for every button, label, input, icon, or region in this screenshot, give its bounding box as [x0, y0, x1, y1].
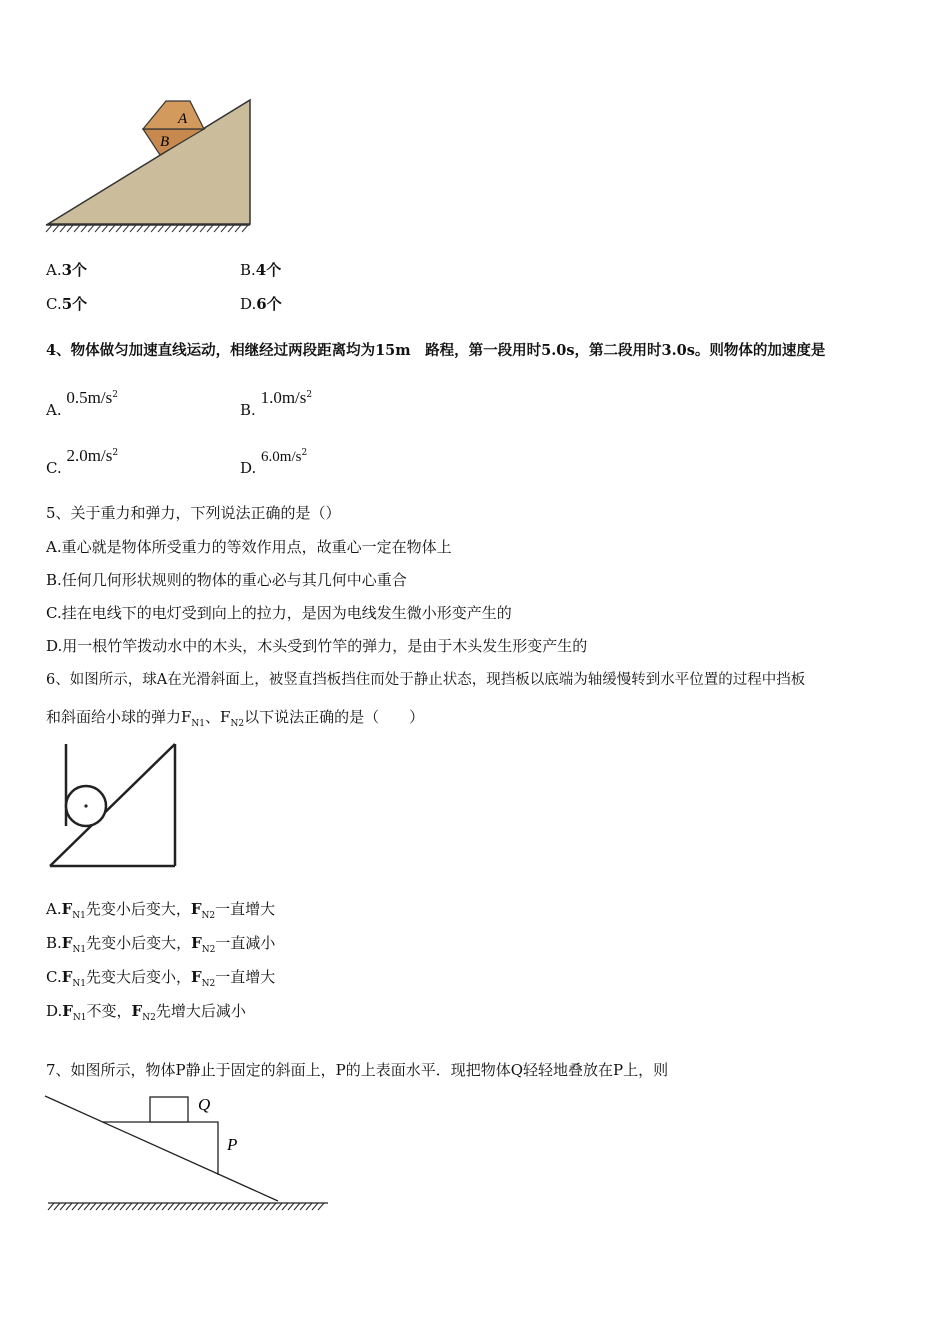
incline-blocks-figure — [40, 90, 260, 240]
label-b: B — [160, 134, 170, 150]
q4-option-c[interactable]: C. $2.0m/s^2$ — [46, 446, 119, 477]
q5-option-b[interactable]: B.任何几何形状规则的物体的重心必与其几何中心重合 — [46, 571, 407, 589]
q7-stem: 7、如图所示，物体P静止于固定的斜面上，P的上表面水平．现把物体Q轻轻地叠放在P上，则 — [46, 1061, 669, 1079]
label-p: P — [227, 1135, 238, 1154]
q6-stem-line1: 6、如图所示，球A在光滑斜面上，被竖直挡板挡住而处于静止状态，现挡板以底端为轴缓慢转到水平位置的过程中挡板 — [46, 672, 806, 688]
q3-option-a[interactable]: A.3个 — [46, 261, 88, 279]
q4-option-b[interactable]: B. $1.0m/s^2$ — [240, 388, 313, 419]
q5-option-d[interactable]: D.用一根竹竿拨动水中的木头，木头受到竹竿的弹力，是由于木头发生形变产生的 — [46, 637, 588, 655]
ground-hatching — [46, 225, 248, 232]
q5-option-c[interactable]: C.挂在电线下的电灯受到向上的拉力，是因为电线发生微小形变产生的 — [46, 604, 512, 622]
label-q: Q — [198, 1095, 211, 1114]
q4-option-a[interactable]: A. $0.5m/s^2$ — [46, 388, 118, 419]
q6-stem-line2: 和斜面给小球的弹力$F_{N1}$、$F_{N2}$以下说法正确的是（ ） — [46, 708, 425, 729]
q5-option-a[interactable]: A.重心就是物体所受重力的等效作用点，故重心一定在物体上 — [46, 538, 452, 556]
q5-stem: 5、关于重力和弹力，下列说法正确的是（） — [46, 504, 341, 522]
ground-hatching — [48, 1203, 324, 1210]
q4-stem: 4、物体做匀加速直线运动，相继经过两段距离均为15m 路程，第一段用时5.0s，第二段用时3.0s。则物体的加速度是 — [46, 342, 826, 359]
label-a: A — [178, 111, 188, 127]
block-q — [150, 1097, 188, 1122]
q6-option-b[interactable]: $B.F_{N1}$先变小后变大，$F_{N2}$一直减小 — [46, 934, 276, 955]
ball-incline-board-figure — [44, 740, 184, 872]
pq-incline-figure — [40, 1090, 340, 1220]
q3-option-d[interactable]: D.6个 — [240, 295, 282, 313]
q6-option-a[interactable]: $A.F_{N1}$先变小后变大，$F_{N2}$一直增大 — [46, 900, 276, 921]
incline-triangle — [48, 100, 250, 224]
q3-option-c[interactable]: C.5个 — [46, 295, 88, 313]
q6-option-d[interactable]: $D.F_{N1}$不变，$F_{N2}$先增大后减小 — [46, 1002, 246, 1023]
q6-option-c[interactable]: $C.F_{N1}$先变大后变小，$F_{N2}$一直增大 — [46, 968, 276, 989]
q4-option-d[interactable]: D. $6.0m/s^2$ — [240, 448, 308, 477]
block-a — [143, 101, 204, 129]
q3-option-b[interactable]: B.4个 — [240, 261, 282, 279]
